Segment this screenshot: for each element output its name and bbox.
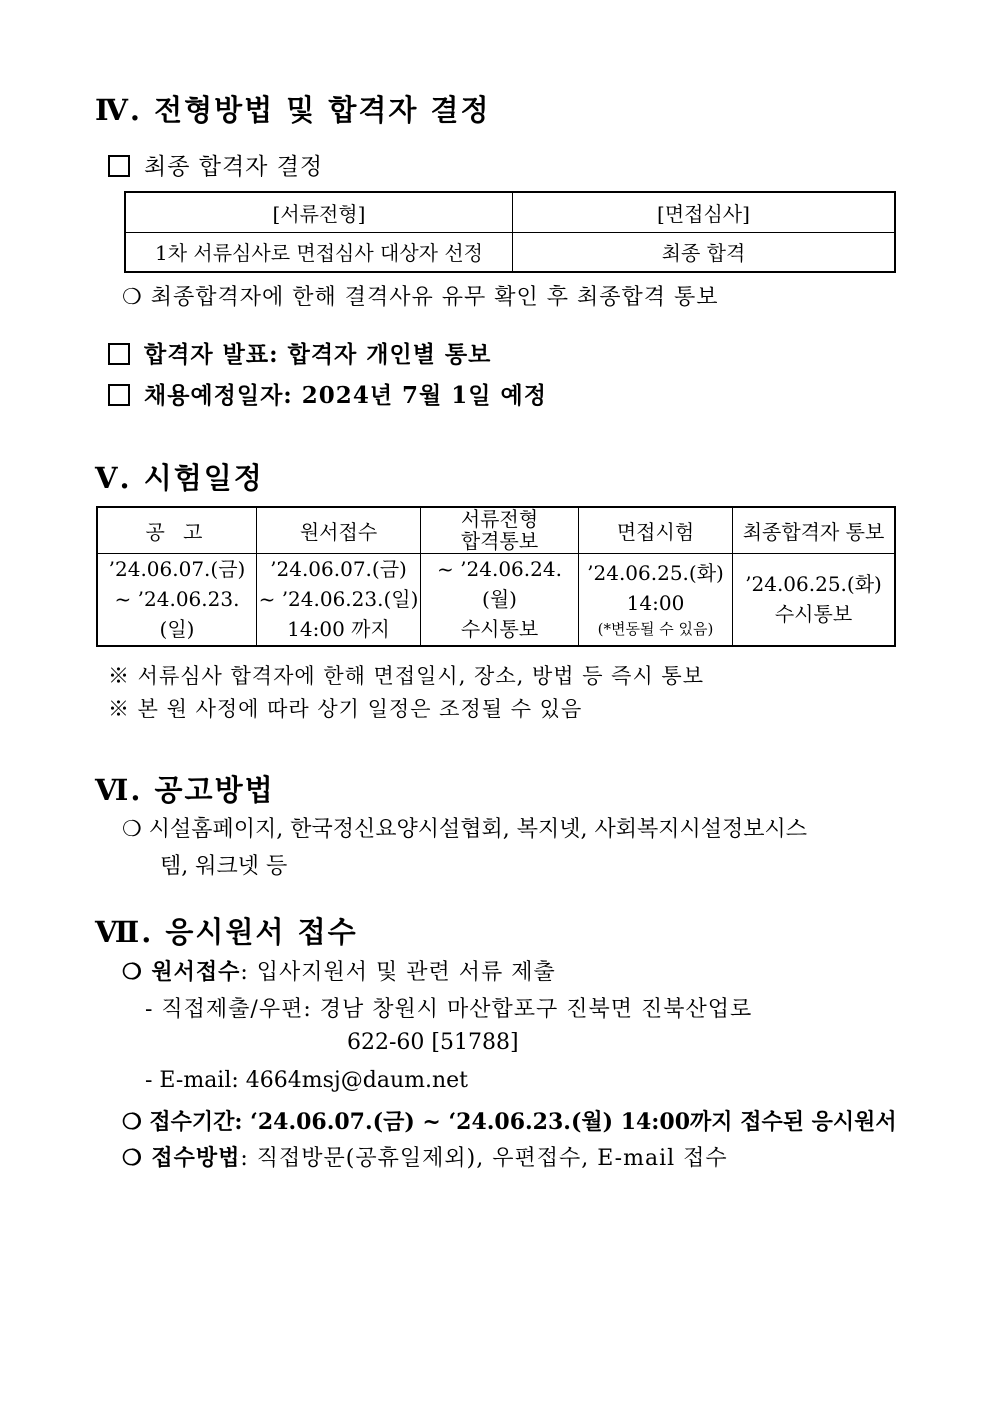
- checkbox-square: [108, 384, 130, 406]
- selection-table: [124, 191, 896, 273]
- table-header-interview: [면접심사]: [513, 192, 896, 232]
- section-6-heading: Ⅵ. 공고방법: [95, 773, 275, 807]
- final-decision-label: [108, 148, 323, 181]
- schedule-application-end: ~ ’24.06.23.(일): [258, 587, 419, 612]
- period-item-label: ❍ 접수기간: [122, 1109, 235, 1135]
- table-cell-document: 1차 서류심사로 면접심사 대상자 선정: [125, 232, 513, 272]
- schedule-interview-note: (*변동될 수 있음): [597, 620, 714, 639]
- schedule-header-application: 원서접수: [257, 507, 421, 553]
- section-5-heading: Ⅴ. 시험일정: [95, 461, 264, 495]
- schedule-interview-date: ’24.06.25.(화): [587, 561, 724, 586]
- submission-address: - 직접제출/우편: 경남 창원시 마산합포구 진북면 진북산업로: [145, 997, 753, 1022]
- schedule-cell-notice: [97, 553, 257, 646]
- application-item-label: ❍ 원서접수: [122, 959, 241, 985]
- schedule-header-notice: 공 고: [97, 507, 257, 553]
- notice-method-line1: ❍ 시설홈페이지, 한국정신요양시설협회, 복지넷, 사회복지시설정보시스: [122, 817, 807, 842]
- schedule-header-document-line1: 서류전형: [460, 507, 539, 532]
- schedule-header-final: 최종합격자 통보: [733, 507, 896, 553]
- schedule-note-1: ※ 서류심사 합격자에 한해 면접일시, 장소, 방법 등 즉시 통보: [108, 664, 705, 688]
- schedule-table: [96, 506, 896, 647]
- schedule-final-notify: 수시통보: [774, 602, 853, 627]
- method-item-text: : 직접방문(공휴일제외), 우편접수, E-mail 접수: [240, 1146, 728, 1171]
- table-header-document: [서류전형]: [125, 192, 513, 232]
- schedule-header-document: [421, 507, 579, 553]
- method-item: [122, 1141, 728, 1172]
- hire-date-line: [108, 377, 547, 410]
- schedule-notice-end: ~ ’24.06.23.(일): [114, 587, 240, 642]
- schedule-document-notify: 수시통보: [460, 617, 539, 642]
- schedule-header-interview: 면접시험: [579, 507, 733, 553]
- schedule-document-date: ~ ’24.06.24.(월): [437, 557, 562, 612]
- schedule-cell-document: [421, 553, 579, 646]
- checkbox-square: [108, 343, 130, 365]
- schedule-cell-interview: [579, 553, 733, 646]
- schedule-notice-start: ’24.06.07.(금): [108, 557, 246, 582]
- submission-email: - E-mail: 4664msj@daum.net: [145, 1068, 468, 1093]
- announcement-text: 합격자 발표: 합격자 개인별 통보: [144, 341, 492, 368]
- section-4-heading: Ⅳ. 전형방법 및 합격자 결정: [95, 93, 491, 127]
- section-7-heading: Ⅶ. 응시원서 접수: [95, 915, 358, 949]
- application-item-text: : 입사지원서 및 관련 서류 제출: [240, 960, 556, 985]
- table-cell-interview: 최종 합격: [513, 232, 896, 272]
- notice-method-line2: 템, 워크넷 등: [160, 854, 288, 879]
- schedule-final-date: ’24.06.25.(화): [745, 572, 882, 597]
- period-item: [122, 1105, 897, 1136]
- checkbox-square: [108, 155, 130, 177]
- schedule-application-start: ’24.06.07.(금): [270, 557, 407, 582]
- final-decision-text: 최종 합격자 결정: [144, 154, 324, 180]
- schedule-header-document-line2: 합격통보: [460, 529, 539, 554]
- schedule-cell-application: [257, 553, 421, 646]
- submission-address-zip: 622-60 [51788]: [347, 1030, 519, 1055]
- application-item: [122, 955, 556, 986]
- schedule-note-2: ※ 본 원 사정에 따라 상기 일정은 조정될 수 있음: [108, 697, 583, 721]
- schedule-application-time: 14:00 까지: [287, 617, 390, 642]
- method-item-label: ❍ 접수방법: [122, 1145, 241, 1171]
- hire-date-text: 채용예정일자: 2024년 7월 1일 예정: [144, 382, 547, 409]
- announcement-line: [108, 336, 491, 369]
- schedule-interview-time: 14:00: [626, 591, 685, 616]
- disqualification-note: ❍ 최종합격자에 한해 결격사유 유무 확인 후 최종합격 통보: [122, 285, 719, 310]
- period-item-text: : ‘24.06.07.(금) ~ ‘24.06.23.(월) 14:00까지 접수된 응시원서: [234, 1109, 897, 1135]
- schedule-cell-final: [733, 553, 896, 646]
